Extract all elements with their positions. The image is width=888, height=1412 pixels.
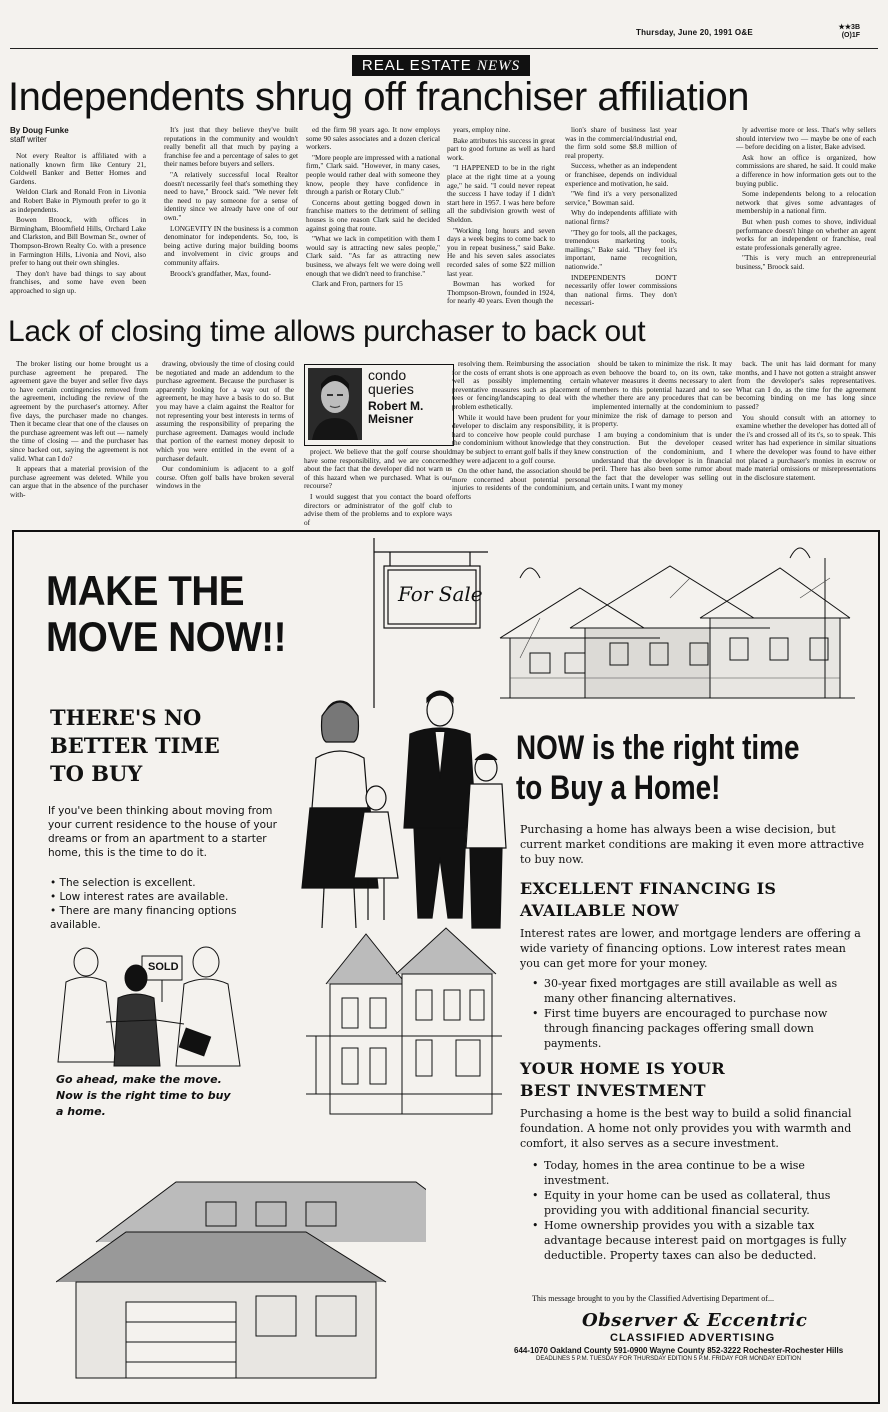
article-paragraph: It appears that a material provision of the purchase agreement was deleted. While you can argue that in the absence of the purchaser with- <box>10 464 148 499</box>
article-paragraph: Broock's grandfather, Max, found- <box>170 268 271 278</box>
section-label-main: REAL ESTATE <box>361 57 472 74</box>
investment-head-line-1: YOUR HOME IS YOUR <box>520 1059 726 1078</box>
article1-column-5 <box>565 126 677 338</box>
article-paragraph: "I HAPPENED to be in the right place at the right time at a young age," he said. "I could never repeat the success I have today if I didn't start here in 1957. I was here before all the subdivision growth west of Sheldon. <box>447 163 555 224</box>
stamp-line-1: ★★3B <box>838 24 860 31</box>
article-paragraph: should be taken to minimize the risk. It may even behoove the board to, on its own, take whatever measures it deems necessary to alert members to this potential hazard and to see whether there are any procedures that can be implemented internally at the condominium to minimize the risk of damage to person and property. <box>592 360 732 429</box>
columnist-name-line-2: Meisner <box>368 412 414 426</box>
go-ahead-line-3: a home. <box>56 1105 106 1118</box>
ad-go-ahead-caption <box>56 1072 256 1120</box>
investment-head-line-2: BEST INVESTMENT <box>520 1081 706 1100</box>
article1-byline <box>10 126 69 144</box>
ad-now-paragraph: Purchasing a home has always been a wise decision, but current market conditions are making it even more attractive to buy now. <box>520 823 865 866</box>
financing-head-line-2: AVAILABLE NOW <box>520 901 679 920</box>
article2-column-2 <box>156 360 294 528</box>
go-ahead-line-1: Go ahead, make the move. <box>56 1073 222 1086</box>
section-label <box>352 55 530 76</box>
article-paragraph: On the other hand, the association should be more concerned about potential personal injuries to residents of the condominium, and efforts <box>452 466 590 501</box>
article1-column-3 <box>306 126 440 338</box>
article-paragraph: Concerns about getting bogged down in franchise matters to the detriment of selling houses is one reason Clark said he decided against going that route. <box>306 197 440 233</box>
financing-bullet-2: • First time buyers are encouraged to purchase now through financing packages offering small down payments. <box>532 1006 862 1051</box>
article1-column-2 <box>164 126 298 338</box>
article-paragraph: project. We believe that the golf course should have some responsibility, and we are concerned about the fact that the developer did not warn us of this hazard when we purchased. What is our recourse? <box>304 448 452 491</box>
article-paragraph: LONGEVITY IN the business is a common denominator for independents. So, too, is being active during major building booms and involvement in civic groups and community affairs. <box>164 223 298 267</box>
stamp-line-2: (O)1F <box>841 32 860 39</box>
edition-date: Thursday, June 20, 1991 O&E <box>636 28 753 37</box>
ad-deadlines: DEADLINES 5 P.M. TUESDAY FOR THURSDAY EDITION 5 P.M. FRIDAY FOR MONDAY EDITION <box>536 1356 802 1362</box>
article-paragraph: "They go for tools, all the packages, tremendous marketing tools, mailings," Bake said. "They feel it's important, name recognition, nationwide." <box>565 227 677 271</box>
article-paragraph: ed the firm 98 years ago. It now employs some 90 sales associates and a dozen clerical workers. <box>306 126 440 152</box>
article-paragraph: resolving them. Reimbursing the association for the costs of errant shots is one approach as well as possibly implementing certain preventative measures such as placement of tees or fencing/landscaping to deal with the problem esthetically. <box>452 360 590 411</box>
article-paragraph: "More people are impressed with a national firm," Clark said. "However, in many cases, people would rather deal with someone they know, people they have confidence in through a parish or Rotary Club." <box>306 152 440 197</box>
ad-no-better-time-headline <box>50 704 220 788</box>
article2-column-4 <box>452 360 590 528</box>
ad-sponsor-line: This message brought to you by the Classified Advertising Department of... <box>532 1294 774 1303</box>
article-paragraph: years, employ nine. <box>453 126 511 134</box>
no-better-line-1: THERE'S NO <box>50 705 202 730</box>
article-paragraph: But when push comes to shove, individual performance doesn't hinge on whether an agent works for an independent or franchise, real estate professionals generally agree. <box>736 216 876 252</box>
columnist-name <box>368 400 423 426</box>
no-better-line-3: TO BUY <box>50 761 143 786</box>
columnist-name-line-1: Robert M. <box>368 399 424 413</box>
article1-column-1 <box>10 152 146 338</box>
article-paragraph: Success, whether as an independent or franchisee, depends on individual experience and motivation, he said. <box>565 161 677 188</box>
ad-left-bullets <box>50 876 290 932</box>
financing-bullet-1: • 30-year fixed mortgages are still available as well as many other financing alternatives. <box>532 976 862 1006</box>
article-paragraph: Ask how an office is organized, how commissions are shared, he said. It could make a difference in how information gets out to the buying public. <box>736 152 876 188</box>
ad-financing-paragraph: Interest rates are lower, and mortgage lenders are offering a wide variety of financing options. Low interest rates mean you can get more for your money. <box>520 927 861 970</box>
article-paragraph: drawing, obviously the time of closing could be negotiated and made an addendum to the purchase agreement. Because the purchaser is apparently looking for a way out of the agreement, he may have a basis to do so. But you may have a claim against the Realtor for not representing your best interests in terms of assuming the responsibility of preparing the purchase agreement. Damages would include that portion of the earnest money deposit to which you were entitled in the event of a purchaser default. <box>156 360 294 463</box>
article-paragraph: Weldon Clark and Ronald Fron in Livonia and Robert Bake in Plymouth prefer to go it as independents. <box>10 187 146 214</box>
now-line-1: NOW is the right time <box>516 729 800 767</box>
article-paragraph: "We find it's a very personalized service," Bowman said. <box>565 189 677 207</box>
article-paragraph: You should consult with an attorney to examine whether the developer has dotted all of the i's and crossed all of its t's, so to speak. This writer has had experience in similar situations where the developer was found to have either not placed a purchaser's monies in escrow or made material omissions or misrepresentations in the disclosure statement. <box>736 412 876 482</box>
ad-investment-bullets <box>532 1158 862 1263</box>
column-title <box>368 368 414 396</box>
article2-headline: Lack of closing time allows purchaser to back out <box>8 315 646 348</box>
for-sale-sign-text: For Sale <box>398 582 483 606</box>
article2-column-3 <box>304 448 452 528</box>
article2-column-6 <box>736 360 876 528</box>
column-title-line-2: queries <box>368 381 414 397</box>
article-paragraph: ly advertise more or less. That's why sellers should interview two — maybe be one of each — before deciding on a lister, Bake advised. <box>736 126 876 152</box>
ad-financing-headline <box>520 878 776 922</box>
ad-financing-bullets <box>532 976 862 1051</box>
edition-stamp <box>839 24 861 40</box>
article1-column-6 <box>736 126 876 338</box>
article-paragraph: Bake attributes his success in great part to good fortune as well as hard work. <box>447 135 555 162</box>
byline-role: staff writer <box>10 135 47 144</box>
left-bullet-1: • The selection is excellent. <box>50 877 196 889</box>
article-paragraph: Our condominium is adjacent to a golf course. Often golf balls have broken several windows in the <box>156 464 294 491</box>
article-paragraph: They don't have bad things to say about franchises, and some have even been approached to sign up. <box>10 268 146 295</box>
investment-bullet-3: • Home ownership provides you with a sizable tax advantage because interest paid on mortgages is fully deductible. Property taxes can also be deducted. <box>532 1218 862 1263</box>
ad-now-right-time-headline <box>516 728 799 808</box>
article-paragraph: Some independents belong to a relocation network that gives some advantages of membership in a national firm. <box>736 189 876 216</box>
ad-make-move-headline <box>46 568 286 660</box>
article-paragraph: While it would have been prudent for your developer to disclaim any responsibility, it is hard to conceive how people could purchase the condominium without knowledge that they may be subject to errant golf balls if they knew they were adjacent to a golf course. <box>452 412 590 465</box>
financing-head-line-1: EXCELLENT FINANCING IS <box>520 879 777 898</box>
article-paragraph: "What we lack in competition with them I would say is attracting new sales people," Clark said. "As far as attracting new business, we always felt we were doing well enough that we didn't need to franchise." <box>306 234 440 278</box>
section-label-accent: NEWS <box>476 58 521 74</box>
article-paragraph: "Working long hours and seven days a week begins to come back to you in repeat business," said Bake. He and his seven sales associates recorded sales of some $22 million last year. <box>447 225 555 278</box>
left-bullet-3: • There are many financing options available. <box>50 905 237 931</box>
article2-column-1 <box>10 360 148 528</box>
article-paragraph: Bowman has worked for Thompson-Brown, founded in 1924, for nearly 40 years. Even though the <box>447 279 555 306</box>
ranch-house-illustration <box>56 1172 426 1382</box>
article2-column-5 <box>592 360 732 528</box>
left-bullet-2: • Low interest rates are available. <box>50 891 229 903</box>
article1-column-4 <box>447 126 555 338</box>
article1-headline: Independents shrug off franchiser affiliation <box>8 75 749 119</box>
make-move-line-2: MOVE NOW!! <box>46 613 287 660</box>
ad-investment-headline <box>520 1058 725 1102</box>
no-better-line-2: BETTER TIME <box>50 733 220 758</box>
ad-investment-paragraph: Purchasing a home is the best way to build a solid financial foundation. A home not only provides you with warmth and comfort, it also serves as a secure investment. <box>520 1107 852 1150</box>
article-paragraph: Why do independents affiliate with national firms? <box>565 208 677 226</box>
investment-bullet-2: • Equity in your home can be used as collateral, thus providing you with additional financial security. <box>532 1188 862 1218</box>
column-title-line-1: condo <box>368 367 407 383</box>
make-move-line-1: MAKE THE <box>46 567 245 614</box>
ad-phone-numbers: 644-1070 Oakland County 591-0900 Wayne County 852-3222 Rochester-Rochester Hills <box>514 1346 844 1355</box>
columnist-portrait-icon <box>308 368 362 440</box>
go-ahead-line-2: Now is the right time to buy <box>56 1089 231 1102</box>
article-paragraph: back. The unit has laid dormant for many months, and I have not gotten a straight answer from the developer's sales representatives. What can I do, as the time for the agreement becoming binding on me has long since passed? <box>736 360 876 411</box>
article-paragraph: The broker listing our home brought us a purchase agreement he prepared. The agreement gave the buyer and seller five days to have certain contingencies removed from the agreement, including the review of the agreement by the purchaser's attorney. After five days, the purchaser made no changes. Then it became clear that one of the clauses on the purchase agreement was left out — namely the time of closing — and the purchaser has since backed out, saying the agreement is not valid. What can I do? <box>10 360 148 463</box>
article-paragraph: Not every Realtor is affiliated with a nationally known firm like Century 21, Coldwell Banker and Better Homes and Gardens. <box>10 152 146 186</box>
article-paragraph: It's just that they believe they've built reputations in the community and wouldn't really benefit all that much by paying a franchise fee and a percentage of sales to get their names before buyers and sellers. <box>164 126 298 169</box>
article-paragraph: I would suggest that you contact the board of directors or administrator of the golf club to advise them of the problems and to explore ways of <box>304 491 452 527</box>
article-paragraph: lion's share of business last year was in the commercial/industrial end, the firm sold some $8.8 million of real property. <box>565 126 677 160</box>
now-line-2: to Buy a Home! <box>516 769 721 807</box>
family-illustration <box>280 688 520 938</box>
top-rule <box>10 48 878 49</box>
article-paragraph: Bowen Broock, with offices in Birmingham, Bloomfield Hills, Orchard Lake and Clarkston, and Bill Bowman Sr., owner of Thompson-Brown Realty Co. with a presence in Farmington Hills, Livonia and Novi, also prefer to hang out their own shingles. <box>10 215 146 268</box>
classified-advertising-logo: CLASSIFIED ADVERTISING <box>610 1332 776 1344</box>
ad-intro-paragraph: If you've been thinking about moving from your current residence to the house of your dreams or from an apartment to a starter home, this is the time to do it. <box>48 805 277 859</box>
byline-name: By Doug Funke <box>10 126 69 135</box>
article-paragraph: "This is very much an entrepreneurial business," Broock said. <box>736 253 876 271</box>
victorian-house-illustration <box>306 924 502 1124</box>
investment-bullet-1: • Today, homes in the area continue to be a wise investment. <box>532 1158 862 1188</box>
columnist-photo <box>308 368 362 440</box>
article-paragraph: I am buying a condominium that is under construction. But the developer ceased construction of the condominium, and I understand that the developer is in financial peril. There has also been some rumor about the fact that the developer was selling out certain units. I want my money <box>592 429 732 491</box>
article-paragraph: "A relatively successful local Realtor doesn't necessarily feel that's something they need to have," Broock said. "We never felt the need to pay someone for a sense of identity since we already have one of our own." <box>164 169 298 222</box>
sold-sign-text: SOLD <box>148 961 179 973</box>
article-paragraph: Clark and Fron, partners for 15 <box>312 279 403 289</box>
article-paragraph: INDEPENDENTS DON'T necessarily offer lower commissions than national firms. They don't necessari- <box>565 272 677 308</box>
observer-eccentric-logo: Observer & Eccentric <box>582 1310 808 1331</box>
